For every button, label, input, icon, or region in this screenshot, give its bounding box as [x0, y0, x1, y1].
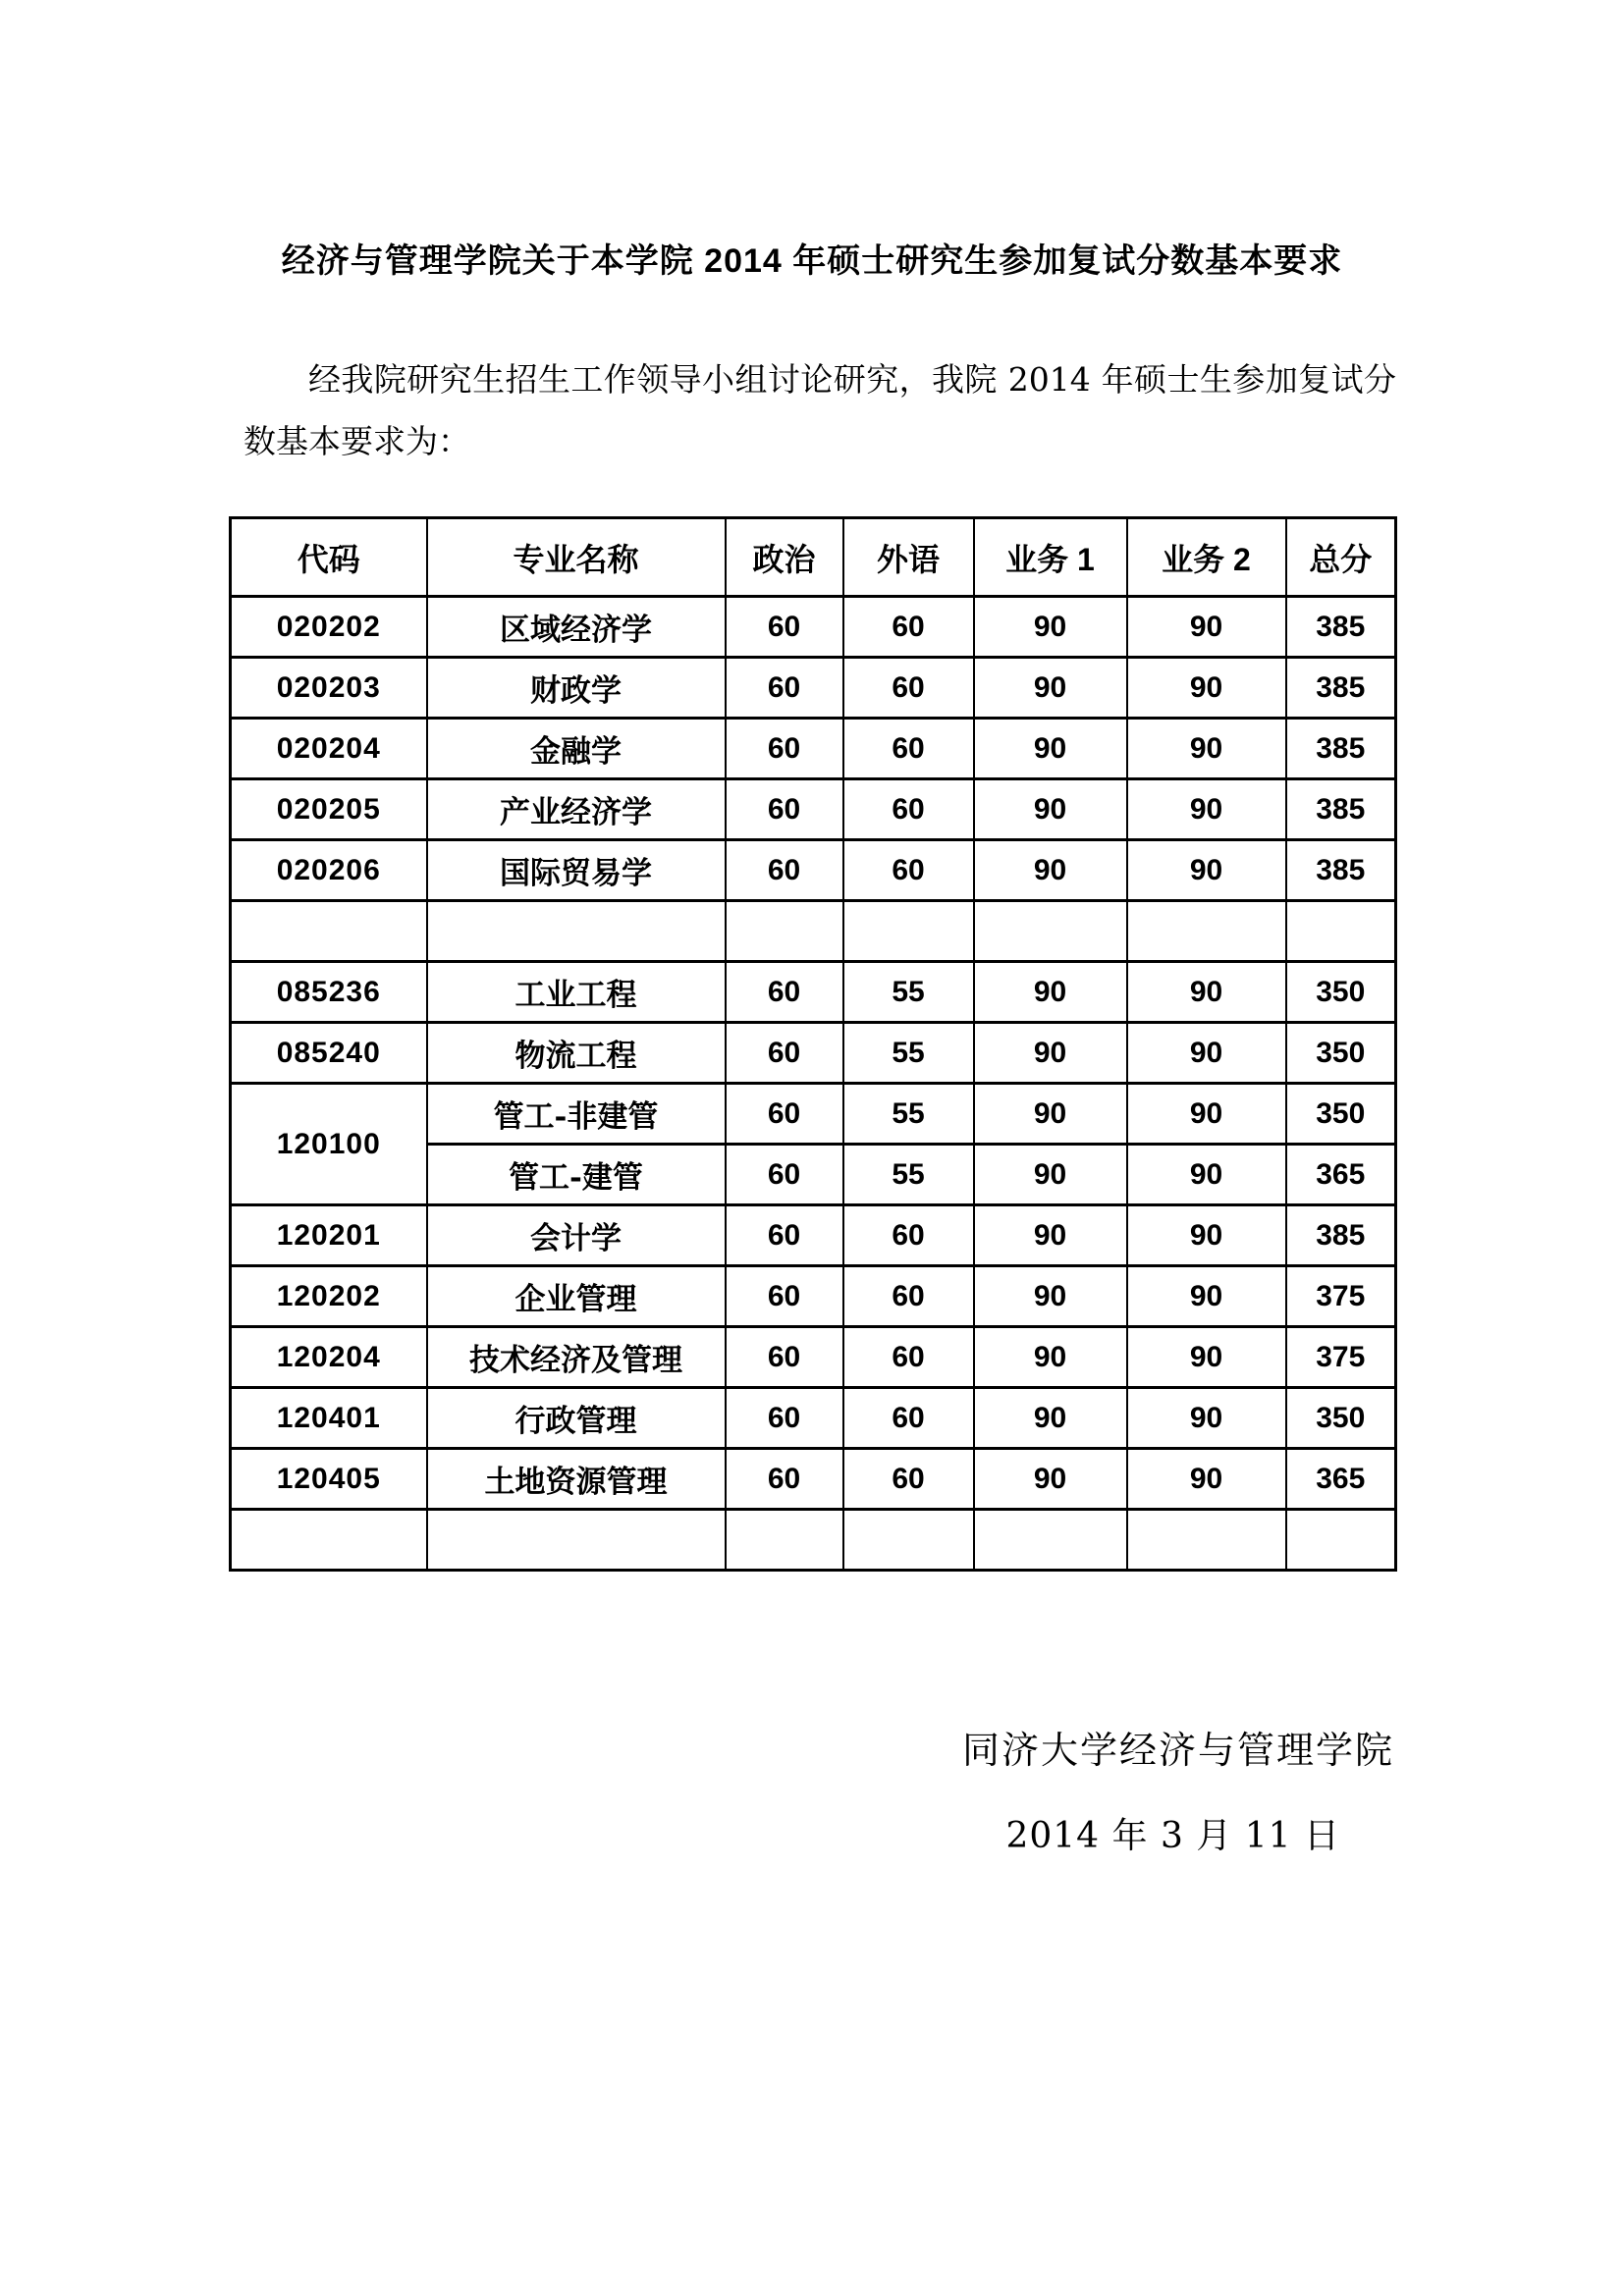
header-major-name: 专业名称 [427, 518, 726, 597]
table-row [231, 1510, 1396, 1571]
cell-business-1: 90 [974, 1023, 1127, 1084]
cell-politics: 60 [726, 1084, 843, 1145]
intro-paragraph: 经我院研究生招生工作领导小组讨论研究，我院 2014 年硕士生参加复试分数基本要求为： [244, 360, 1396, 460]
cell-major: 工业工程 [427, 962, 726, 1023]
cell-code: 020205 [231, 779, 427, 840]
cell-business-1: 90 [974, 1327, 1127, 1388]
cell-business-2: 90 [1127, 1145, 1286, 1205]
cell-foreign-language: 55 [843, 962, 974, 1023]
cell-foreign-language: 60 [843, 658, 974, 719]
cell-business-1: 90 [974, 840, 1127, 901]
table-row [231, 1084, 1396, 1145]
cell-code: 120401 [231, 1388, 427, 1449]
cell-total: 350 [1286, 962, 1396, 1023]
cell-code: 085240 [231, 1023, 427, 1084]
cell-business-1: 90 [974, 1449, 1127, 1510]
cell-politics: 60 [726, 1266, 843, 1327]
cell-code [231, 901, 427, 962]
cell-business-2: 90 [1127, 1084, 1286, 1145]
cell-politics: 60 [726, 1449, 843, 1510]
cell-major: 土地资源管理 [427, 1449, 726, 1510]
cell-business-1: 90 [974, 1388, 1127, 1449]
table-row [231, 779, 1396, 840]
score-table [229, 516, 1397, 1572]
cell-politics: 60 [726, 1145, 843, 1205]
cell-business-2: 90 [1127, 962, 1286, 1023]
cell-code: 020206 [231, 840, 427, 901]
cell-total [1286, 901, 1396, 962]
cell-business-2: 90 [1127, 1266, 1286, 1327]
table-row [231, 1266, 1396, 1327]
cell-politics: 60 [726, 1205, 843, 1266]
cell-politics: 60 [726, 1023, 843, 1084]
cell-foreign-language: 60 [843, 597, 974, 658]
cell-politics: 60 [726, 779, 843, 840]
cell-major: 金融学 [427, 719, 726, 779]
cell-total: 375 [1286, 1327, 1396, 1388]
cell-business-1: 90 [974, 1084, 1127, 1145]
cell-total: 385 [1286, 597, 1396, 658]
cell-business-2: 90 [1127, 1388, 1286, 1449]
cell-major: 会计学 [427, 1205, 726, 1266]
header-total: 总分 [1286, 518, 1396, 597]
cell-business-2: 90 [1127, 1205, 1286, 1266]
table-row [231, 1023, 1396, 1084]
cell-foreign-language [843, 1510, 974, 1571]
signature-line: 同济大学经济与管理学院 [961, 1729, 1394, 1772]
cell-code: 085236 [231, 962, 427, 1023]
cell-major: 国际贸易学 [427, 840, 726, 901]
cell-major: 产业经济学 [427, 779, 726, 840]
cell-major: 管工-非建管 [427, 1084, 726, 1145]
table-body [231, 597, 1396, 1571]
table-row [231, 1449, 1396, 1510]
table-row [231, 597, 1396, 658]
cell-business-1 [974, 1510, 1127, 1571]
cell-business-2 [1127, 901, 1286, 962]
cell-business-2: 90 [1127, 719, 1286, 779]
cell-business-2 [1127, 1510, 1286, 1571]
table-header-row [231, 518, 1396, 597]
cell-code [231, 1510, 427, 1571]
cell-business-1: 90 [974, 779, 1127, 840]
cell-code: 120405 [231, 1449, 427, 1510]
cell-total: 350 [1286, 1023, 1396, 1084]
cell-major [427, 1510, 726, 1571]
cell-foreign-language: 60 [843, 779, 974, 840]
cell-business-1: 90 [974, 1266, 1127, 1327]
table-row [231, 658, 1396, 719]
cell-major: 企业管理 [427, 1266, 726, 1327]
cell-total: 375 [1286, 1266, 1396, 1327]
cell-total: 365 [1286, 1145, 1396, 1205]
cell-foreign-language: 60 [843, 840, 974, 901]
cell-politics: 60 [726, 1327, 843, 1388]
cell-foreign-language: 60 [843, 1266, 974, 1327]
cell-politics: 60 [726, 719, 843, 779]
cell-business-2: 90 [1127, 658, 1286, 719]
cell-total: 385 [1286, 658, 1396, 719]
cell-foreign-language: 60 [843, 1449, 974, 1510]
header-business-2: 业务 2 [1127, 518, 1286, 597]
cell-code: 120100 [231, 1084, 427, 1205]
header-business-1: 业务 1 [974, 518, 1127, 597]
cell-major [427, 901, 726, 962]
cell-foreign-language: 60 [843, 1205, 974, 1266]
cell-business-1: 90 [974, 597, 1127, 658]
table-row [231, 1388, 1396, 1449]
header-foreign-language: 外语 [843, 518, 974, 597]
cell-total: 385 [1286, 1205, 1396, 1266]
cell-business-1: 90 [974, 658, 1127, 719]
cell-business-2: 90 [1127, 840, 1286, 901]
table-row [231, 1327, 1396, 1388]
table-row [231, 840, 1396, 901]
cell-business-2: 90 [1127, 1449, 1286, 1510]
table-row [231, 719, 1396, 779]
document-title: 经济与管理学院关于本学院 2014 年硕士研究生参加复试分数基本要求 [281, 242, 1343, 280]
cell-code: 120202 [231, 1266, 427, 1327]
cell-total: 365 [1286, 1449, 1396, 1510]
cell-major: 行政管理 [427, 1388, 726, 1449]
cell-code: 020204 [231, 719, 427, 779]
cell-total: 350 [1286, 1388, 1396, 1449]
cell-business-1: 90 [974, 1205, 1127, 1266]
cell-politics: 60 [726, 1388, 843, 1449]
cell-politics: 60 [726, 962, 843, 1023]
cell-foreign-language: 60 [843, 1327, 974, 1388]
cell-total: 385 [1286, 719, 1396, 779]
cell-total: 385 [1286, 840, 1396, 901]
cell-code: 020202 [231, 597, 427, 658]
table-row [231, 901, 1396, 962]
cell-business-2: 90 [1127, 779, 1286, 840]
cell-major: 区域经济学 [427, 597, 726, 658]
cell-politics: 60 [726, 597, 843, 658]
cell-foreign-language: 55 [843, 1023, 974, 1084]
cell-business-2: 90 [1127, 1023, 1286, 1084]
cell-politics: 60 [726, 840, 843, 901]
header-politics: 政治 [726, 518, 843, 597]
cell-code: 120201 [231, 1205, 427, 1266]
cell-business-1: 90 [974, 1145, 1127, 1205]
table-row [231, 962, 1396, 1023]
cell-politics [726, 1510, 843, 1571]
cell-major: 管工-建管 [427, 1145, 726, 1205]
cell-foreign-language [843, 901, 974, 962]
cell-business-1: 90 [974, 962, 1127, 1023]
cell-foreign-language: 55 [843, 1084, 974, 1145]
cell-major: 技术经济及管理 [427, 1327, 726, 1388]
cell-business-1: 90 [974, 719, 1127, 779]
cell-politics [726, 901, 843, 962]
cell-total: 350 [1286, 1084, 1396, 1145]
cell-major: 财政学 [427, 658, 726, 719]
cell-business-1 [974, 901, 1127, 962]
date-line: 2014 年 3 月 11 日 [1005, 1816, 1340, 1856]
cell-foreign-language: 60 [843, 1388, 974, 1449]
cell-business-2: 90 [1127, 597, 1286, 658]
cell-business-2: 90 [1127, 1327, 1286, 1388]
cell-politics: 60 [726, 658, 843, 719]
cell-code: 020203 [231, 658, 427, 719]
header-code: 代码 [231, 518, 427, 597]
cell-total [1286, 1510, 1396, 1571]
cell-total: 385 [1286, 779, 1396, 840]
cell-foreign-language: 55 [843, 1145, 974, 1205]
table-row [231, 1205, 1396, 1266]
cell-foreign-language: 60 [843, 719, 974, 779]
cell-major: 物流工程 [427, 1023, 726, 1084]
cell-code: 120204 [231, 1327, 427, 1388]
